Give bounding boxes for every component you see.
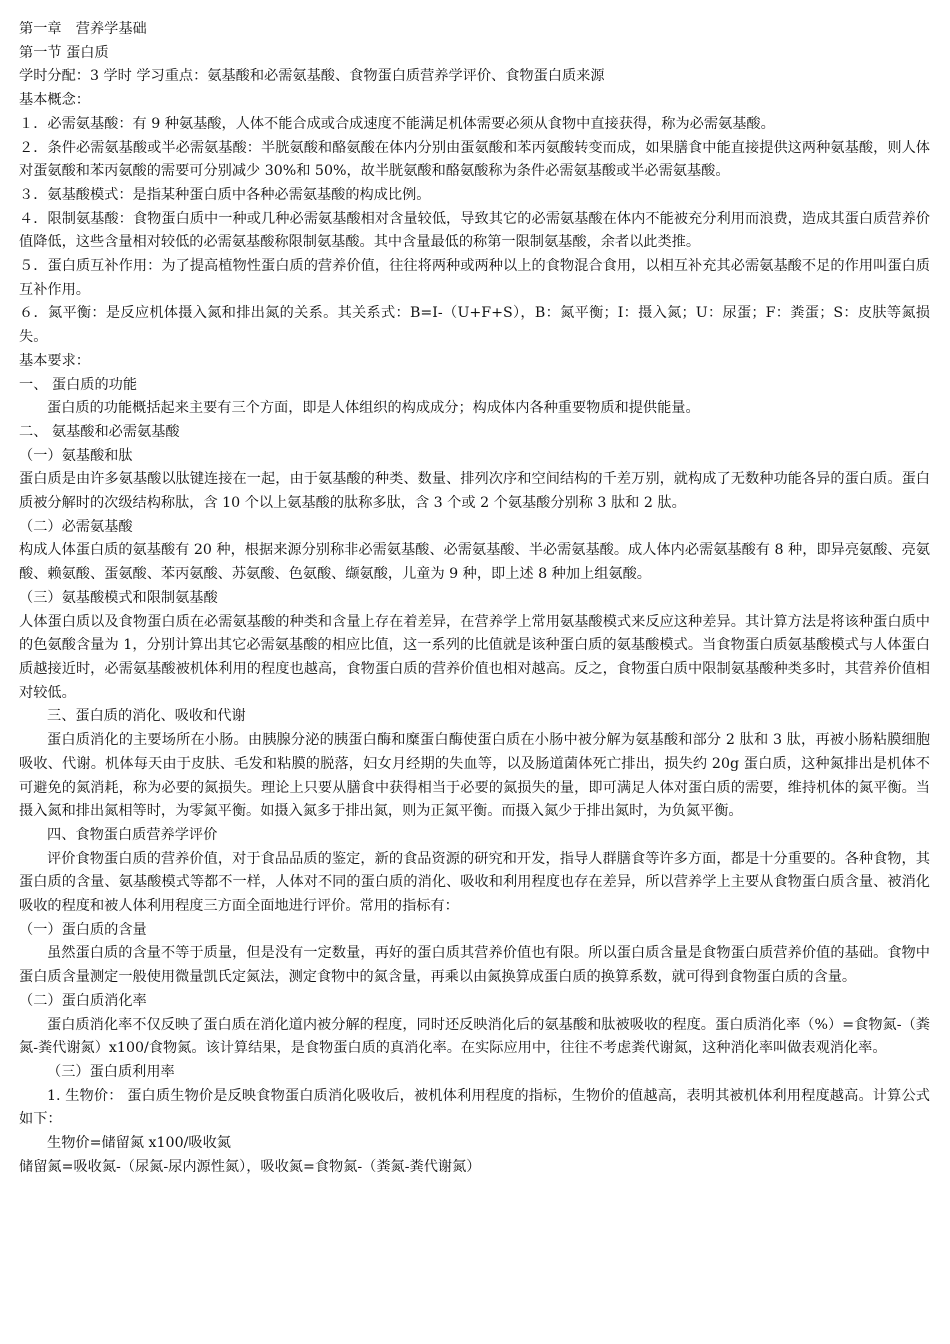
- subsection-heading: （二）必需氨基酸: [19, 518, 133, 535]
- concept-item: ４．限制氨基酸：食物蛋白质中一种或几种必需氨基酸相对含量较低，导致其它的必需氨基酸在体内不能被充分利用而浪费，造成其蛋白质营养价值降低，这些含量相对较低的必需氨基酸称限制氨基酸。其中含量最低的称第一限制氨基酸，余者以此类推。: [19, 210, 930, 251]
- paragraph: 构成人体蛋白质的氨基酸有 20 种，根据来源分别称非必需氨基酸、必需氨基酸、半必需氨基酸。成人体内必需氨基酸有 8 种，即异亮氨酸、亮氨酸、赖氨酸、蛋氨酸、苯丙氨酸、苏氨酸、色氨酸、缬氨酸，儿童为 9 种，即上述 8 种加上组氨酸。: [19, 542, 930, 583]
- chapter-title: 第一章 营养学基础: [19, 21, 147, 37]
- concept-item: ６．氮平衡：是反应机体摄入氮和排出氮的关系。其关系式：B=I-（U+F+S），B：氮平衡；I：摄入氮；U：尿蛋；F：粪蛋；S：皮肤等氮损失。: [19, 305, 930, 346]
- section-heading: 二、 氨基酸和必需氨基酸: [19, 423, 180, 440]
- paragraph: 虽然蛋白质的含量不等于质量，但是没有一定数量，再好的蛋白质其营养价值也有限。所以蛋白质含量是食物蛋白质营养价值的基础。食物中蛋白质含量测定一般使用微量凯氏定氮法，测定食物中的氮含量，再乘以由氮换算成蛋白质的换算系数，就可得到食物蛋白质的含量。: [19, 945, 930, 986]
- paragraph: 1. 生物价： 蛋白质生物价是反映食物蛋白质消化吸收后，被机体利用程度的指标，生物价的值越高，表明其被机体利用程度越高。计算公式如下：: [19, 1087, 930, 1128]
- formula-line: 生物价=储留氮 x100/吸收氮: [47, 1135, 231, 1152]
- paragraph: 蛋白质消化的主要场所在小肠。由胰腺分泌的胰蛋白酶和糜蛋白酶使蛋白质在小肠中被分解为氨基酸和部分 2 肽和 3 肽，再被小肠粘膜细胞吸收、代谢。机体每天由于皮肤、毛发和粘膜的脱落，妇女月经期的失血等，以及肠道菌体死亡排出，损失约 20g 蛋白质，这种氮排出是机体不可避免的氮消耗，称为必要的氮损失。理论上只要从膳食中获得相当于必要的氮损失的量，即可满足人体对蛋白质的需要，维持机体的氮平衡。当摄入氮和排出氮相等时，为零氮平衡。如摄入氮多于排出氮，则为正氮平衡。而摄入氮少于排出氮时，为负氮平衡。: [19, 732, 930, 820]
- section-heading: 四、食物蛋白质营养学评价: [47, 826, 218, 843]
- concept-item: ５．蛋白质互补作用：为了提高植物性蛋白质的营养价值，往往将两种或两种以上的食物混合食用，以相互补充其必需氨基酸不足的作用叫蛋白质互补作用。: [19, 258, 930, 298]
- paragraph: 人体蛋白质以及食物蛋白质在必需氨基酸的种类和含量上存在着差异，在营养学上常用氨基酸模式来反应这种差异。其计算方法是将该种蛋白质中的色氨酸含量为 1，分别计算出其它必需氨基酸的相应比值，这一系列的比值就是该种蛋白质的氨基酸模式。当食物蛋白质氨基酸模式与人体蛋白质越接近时，必需氨基酸被机体利用的程度也越高，食物蛋白质的营养价值也相对越高。反之，食物蛋白质中限制氨基酸种类多时，其营养价值相对较低。: [19, 613, 930, 701]
- subsection-heading: （三）氨基酸模式和限制氨基酸: [19, 589, 218, 606]
- paragraph: 评价食物蛋白质的营养价值，对于食品品质的鉴定，新的食品资源的研究和开发，指导人群膳食等许多方面，都是十分重要的。各种食物，其蛋白质的含量、氨基酸模式等都不一样，人体对不同的蛋白质的消化、吸收和利用程度也存在差异，所以营养学上主要从食物蛋白质含量、被消化吸收的程度和被人体利用程度三方面全面地进行评价。常用的指标有：: [19, 850, 930, 915]
- subsection-heading: （二）蛋白质消化率: [19, 992, 147, 1009]
- concept-item: ２．条件必需氨基酸或半必需氨基酸：半胱氨酸和酪氨酸在体内分别由蛋氨酸和苯丙氨酸转变而成，如果膳食中能直接提供这两种氨基酸，则人体对蛋氨酸和苯丙氨酸的需要可分别减少 30%和 50%，故半胱氨酸和酪氨酸称为条件必需氨基酸或半必需氨基酸。: [19, 139, 930, 180]
- subsection-heading: （三）蛋白质利用率: [47, 1063, 175, 1080]
- paragraph: 蛋白质消化率不仅反映了蛋白质在消化道内被分解的程度，同时还反映消化后的氨基酸和肽被吸收的程度。蛋白质消化率（%）=食物氮-（粪氮-粪代谢氮）x100/食物氮。该计算结果，是食物蛋白质的真消化率。在实际应用中，往往不考虑粪代谢氮，这种消化率叫做表观消化率。: [19, 1016, 930, 1057]
- formula-line: 储留氮=吸收氮-（尿氮-尿内源性氮），吸收氮=食物氮-（粪氮-粪代谢氮）: [19, 1158, 481, 1175]
- schedule-line: 学时分配：3 学时 学习重点：氨基酸和必需氨基酸、食物蛋白质营养学评价、食物蛋白质来源: [19, 68, 605, 85]
- paragraph: 蛋白质的功能概括起来主要有三个方面，即是人体组织的构成成分；构成体内各种重要物质和提供能量。: [47, 400, 700, 417]
- subsection-heading: （一）氨基酸和肽: [19, 447, 133, 464]
- section-heading: 三、蛋白质的消化、吸收和代谢: [47, 708, 246, 725]
- paragraph: 蛋白质是由许多氨基酸以肽键连接在一起，由于氨基酸的种类、数量、排列次序和空间结构的千差万别，就构成了无数种功能各异的蛋白质。蛋白质被分解时的次级结构称肽，含 10 个以上氨基酸的肽称多肽，含 3 个或 2 个氨基酸分别称 3 肽和 2 肽。: [19, 471, 930, 512]
- section-title: 第一节 蛋白质: [19, 44, 109, 61]
- concept-item: ３．氨基酸模式：是指某种蛋白质中各种必需氨基酸的构成比例。: [19, 186, 431, 203]
- concepts-heading: 基本概念：: [19, 92, 90, 109]
- section-heading: 一、 蛋白质的功能: [19, 376, 138, 393]
- subsection-heading: （一）蛋白质的含量: [19, 921, 147, 938]
- requirements-heading: 基本要求：: [19, 352, 90, 369]
- concept-item: １．必需氨基酸：有 9 种氨基酸，人体不能合成或合成速度不能满足机体需要必须从食物中直接获得，称为必需氨基酸。: [19, 115, 775, 132]
